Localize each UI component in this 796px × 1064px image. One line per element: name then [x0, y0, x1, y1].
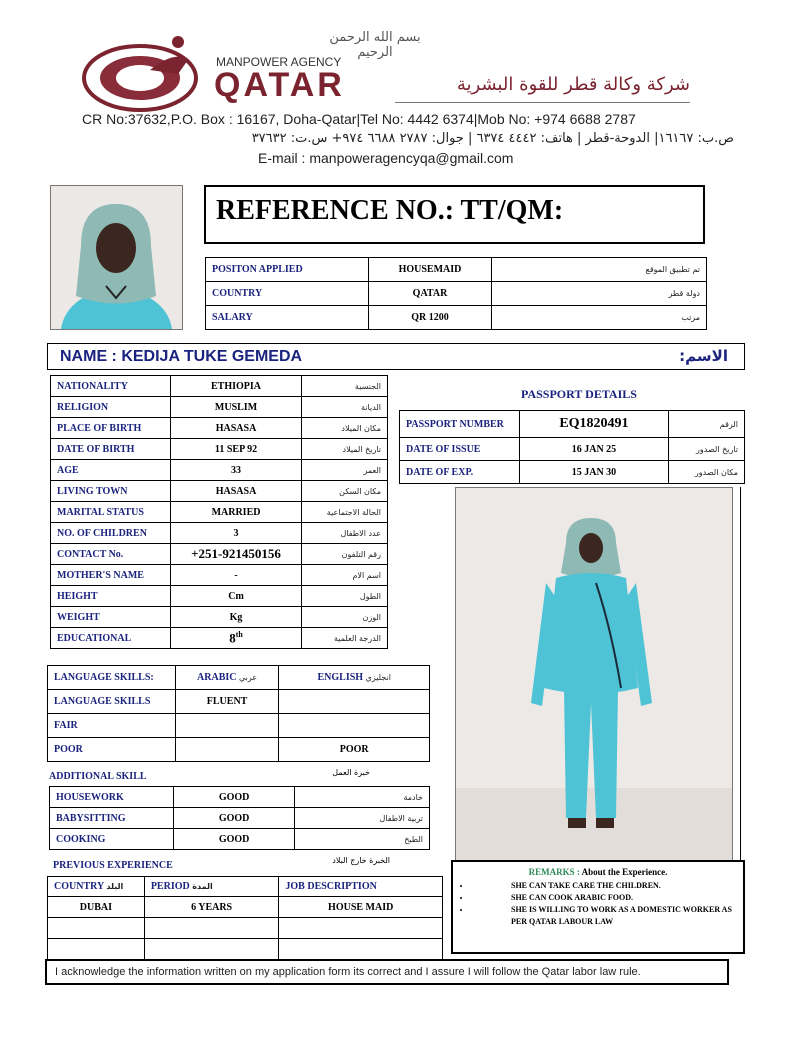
position-row-value: QR 1200: [369, 306, 492, 330]
personal-value-text: 3: [233, 527, 239, 539]
personal-row-label: HEIGHT: [51, 586, 171, 607]
remark-item: • SHE CAN TAKE CARE THE CHILDREN.: [471, 880, 735, 892]
position-row-arabic: دولة قطر: [492, 282, 707, 306]
experience-header-country-ar: البلد: [106, 882, 124, 891]
personal-value-text: HASASA: [215, 485, 257, 497]
position-row-label: POSITON APPLIED: [206, 258, 369, 282]
passport-row: [400, 438, 745, 461]
skill-row: [50, 829, 430, 850]
personal-row: [51, 439, 388, 460]
personal-value-text: HASASA: [215, 422, 257, 434]
language-row: [48, 738, 430, 762]
applicant-photo-small: [50, 185, 183, 330]
logo: [80, 30, 210, 115]
brand-big: QATAR: [214, 66, 345, 104]
personal-value-text: Kg: [229, 611, 243, 623]
position-row-value: QATAR: [369, 282, 492, 306]
personal-row-arabic: الجنسية: [302, 376, 388, 397]
skill-row-arabic: تربية الاطفال: [295, 808, 430, 829]
personal-value-text: +251-921450156: [191, 546, 281, 561]
personal-row-value: [170, 544, 302, 565]
skill-row-label: BABYSITTING: [50, 808, 174, 829]
personal-row-arabic: الديانة: [302, 397, 388, 418]
language-row: [48, 690, 430, 714]
applicant-name: NAME : KEDIJA TUKE GEMEDA: [60, 348, 303, 365]
additional-skill-title: ADDITIONAL SKILL: [49, 771, 147, 782]
personal-row: [51, 418, 388, 439]
experience-row-job: HOUSE MAID: [279, 897, 443, 918]
personal-value-text: 8: [229, 630, 236, 646]
remark-item: • SHE CAN COOK ARABIC FOOD.: [471, 892, 735, 904]
language-row-english: [279, 690, 430, 714]
experience-row-country: [48, 939, 145, 960]
personal-row-value: [170, 565, 302, 586]
skill-row-value: GOOD: [173, 787, 295, 808]
skill-row-label: COOKING: [50, 829, 174, 850]
personal-details-table: [50, 375, 388, 649]
personal-row-arabic: الوزن: [302, 607, 388, 628]
experience-row: [48, 939, 443, 960]
position-row: [206, 258, 707, 282]
applicant-photo-full: [455, 487, 733, 862]
language-header-english-ar: انجليزي: [365, 673, 391, 682]
experience-title-ar: الخبرة خارج البلاد: [332, 856, 390, 865]
brand-arabic: شركة وكالة قطر للقوة البشرية: [456, 74, 690, 95]
personal-row: [51, 586, 388, 607]
personal-row-arabic: عدد الاطفال: [302, 523, 388, 544]
passport-row-label: DATE OF ISSUE: [400, 438, 520, 461]
photo-frame-line: [740, 487, 741, 860]
name-label-arabic: الاسم:: [679, 347, 728, 365]
experience-row-job: [279, 918, 443, 939]
personal-row-label: LIVING TOWN: [51, 481, 171, 502]
experience-row-period: 6 YEARS: [144, 897, 279, 918]
personal-row-arabic: مكان السكن: [302, 481, 388, 502]
language-row-arabic: [175, 714, 279, 738]
contact-line-en: CR No:37632,P.O. Box : 16167, Doha-Qatar|Tel No: 4442 6374|Mob No: +974 6688 2787: [82, 111, 636, 127]
position-row: [206, 306, 707, 330]
personal-row-arabic: مكان الميلاد: [302, 418, 388, 439]
personal-row-value: [170, 397, 302, 418]
remarks-box: [451, 860, 745, 954]
personal-row-label: EDUCATIONAL: [51, 628, 171, 649]
language-header-arabic: ARABIC: [197, 672, 237, 683]
brand-underline: [395, 102, 690, 103]
personal-row-arabic: تاريخ الميلاد: [302, 439, 388, 460]
experience-row-country: [48, 918, 145, 939]
personal-row-value: [170, 376, 302, 397]
personal-row-value: [170, 481, 302, 502]
passport-row-value: 15 JAN 30: [519, 461, 669, 484]
personal-row: [51, 397, 388, 418]
personal-row-arabic: اسم الام: [302, 565, 388, 586]
position-row-arabic: مرتب: [492, 306, 707, 330]
passport-row-arabic: الرقم: [669, 411, 745, 438]
personal-value-text: 33: [231, 464, 242, 476]
experience-header-job: JOB DESCRIPTION: [279, 877, 443, 897]
experience-row-period: [144, 939, 279, 960]
skill-row-value: GOOD: [173, 829, 295, 850]
personal-row: [51, 502, 388, 523]
experience-table: [47, 876, 443, 960]
personal-row-arabic: العمر: [302, 460, 388, 481]
personal-row-label: PLACE OF BIRTH: [51, 418, 171, 439]
remarks-list: [461, 880, 735, 928]
personal-row: [51, 628, 388, 649]
skill-row-value: GOOD: [173, 808, 295, 829]
position-row-arabic: تم تطبيق الموقع: [492, 258, 707, 282]
passport-table: [399, 410, 745, 484]
bismillah: بسم الله الرحمن الرحيم: [329, 30, 421, 60]
skill-row: [50, 787, 430, 808]
position-row-label: COUNTRY: [206, 282, 369, 306]
reference-number: REFERENCE NO.: TT/QM:: [216, 195, 564, 226]
personal-row-label: WEIGHT: [51, 607, 171, 628]
passport-row: [400, 461, 745, 484]
remark-item: • SHE IS WILLING TO WORK AS A DOMESTIC WORKER AS PER QATAR LABOUR LAW: [471, 904, 735, 928]
personal-row-label: MOTHER'S NAME: [51, 565, 171, 586]
language-header-label: LANGUAGE SKILLS:: [48, 666, 176, 690]
personal-row-value: [170, 439, 302, 460]
experience-row-period: [144, 918, 279, 939]
experience-row-job: [279, 939, 443, 960]
language-row-english: [279, 714, 430, 738]
skill-row-arabic: الطبخ: [295, 829, 430, 850]
personal-row-label: AGE: [51, 460, 171, 481]
personal-row: [51, 523, 388, 544]
email: E-mail : manpoweragencyqa@gmail.com: [258, 150, 514, 166]
language-row-english: POOR: [279, 738, 430, 762]
personal-row-arabic: الدرجة العلمية: [302, 628, 388, 649]
acknowledgement-text: I acknowledge the information written on my application form its correct and I assure I will follow the Qatar labor law rule.: [55, 966, 641, 978]
personal-value-text: Cm: [228, 590, 244, 602]
name-bar: [47, 343, 745, 370]
remarks-label-rest: About the Experience.: [581, 867, 668, 877]
personal-row: [51, 607, 388, 628]
language-row-label: POOR: [48, 738, 176, 762]
skill-row: [50, 808, 430, 829]
brand-small: MANPOWER AGENCY: [216, 55, 342, 69]
language-header-english: ENGLISH: [317, 672, 364, 683]
skill-row-arabic: خادمة: [295, 787, 430, 808]
passport-row-label: DATE OF EXP.: [400, 461, 520, 484]
position-table: [205, 257, 707, 330]
personal-value-text: -: [234, 569, 238, 581]
experience-header-period-ar: المدة: [192, 882, 213, 891]
personal-row-value: [170, 502, 302, 523]
personal-row: [51, 565, 388, 586]
personal-row: [51, 460, 388, 481]
personal-row-value: [170, 607, 302, 628]
passport-row-arabic: مكان الصدور: [669, 461, 745, 484]
passport-row: [400, 411, 745, 438]
personal-row-value: [170, 628, 302, 649]
personal-row-label: MARITAL STATUS: [51, 502, 171, 523]
acknowledgement: [45, 959, 729, 985]
language-row-label: LANGUAGE SKILLS: [48, 690, 176, 714]
experience-header-country: COUNTRY: [54, 881, 104, 892]
language-header-arabic-ar: عربي: [239, 673, 258, 682]
additional-skill-table: [49, 786, 430, 850]
personal-row-arabic: رقم التلفون: [302, 544, 388, 565]
language-table: [47, 665, 430, 762]
personal-row-value: [170, 586, 302, 607]
language-row-arabic: FLUENT: [175, 690, 279, 714]
personal-row-value: [170, 460, 302, 481]
experience-row-country: DUBAI: [48, 897, 145, 918]
contact-line-ar: ص.ب: ١٦١٦٧| الدوحة-قطر | هاتف: ٤٤٤٢ ٦٣٧٤ | جوال: ٢٧٨٧ ٦٦٨٨ ٩٧٤+ س.ت: ٣٧٦٣٢: [251, 131, 734, 146]
personal-row: [51, 544, 388, 565]
language-row-label: FAIR: [48, 714, 176, 738]
personal-row: [51, 376, 388, 397]
personal-row-arabic: الطول: [302, 586, 388, 607]
experience-header-period: PERIOD: [150, 881, 190, 892]
remarks-label: REMARKS :: [528, 867, 580, 877]
experience-title: PREVIOUS EXPERIENCE: [53, 860, 173, 871]
position-row-value: HOUSEMAID: [369, 258, 492, 282]
personal-row-label: DATE OF BIRTH: [51, 439, 171, 460]
personal-value-text: ETHIOPIA: [211, 380, 262, 392]
passport-row-label: PASSPORT NUMBER: [400, 411, 520, 438]
additional-skill-title-ar: خبرة العمل: [332, 768, 370, 777]
passport-row-arabic: تاريخ الصدور: [669, 438, 745, 461]
skill-row-label: HOUSEWORK: [50, 787, 174, 808]
passport-row-value: EQ1820491: [519, 411, 669, 438]
language-row-arabic: [175, 738, 279, 762]
personal-row-label: NATIONALITY: [51, 376, 171, 397]
position-row-label: SALARY: [206, 306, 369, 330]
personal-row-label: CONTACT No.: [51, 544, 171, 565]
position-row: [206, 282, 707, 306]
personal-row-arabic: الحالة الاجتماعية: [302, 502, 388, 523]
personal-value-text: MUSLIM: [214, 401, 258, 413]
passport-title: PASSPORT DETAILS: [521, 387, 637, 401]
personal-value-text: 11 SEP 92: [214, 443, 258, 455]
personal-value-sup: th: [235, 629, 243, 639]
personal-row-value: [170, 523, 302, 544]
passport-row-value: 16 JAN 25: [519, 438, 669, 461]
personal-row-label: NO. OF CHILDREN: [51, 523, 171, 544]
personal-row: [51, 481, 388, 502]
language-row: [48, 714, 430, 738]
experience-row: [48, 918, 443, 939]
personal-value-text: MARRIED: [211, 506, 261, 518]
personal-row-value: [170, 418, 302, 439]
personal-row-label: RELIGION: [51, 397, 171, 418]
experience-row: [48, 897, 443, 918]
reference-box: [204, 185, 705, 244]
